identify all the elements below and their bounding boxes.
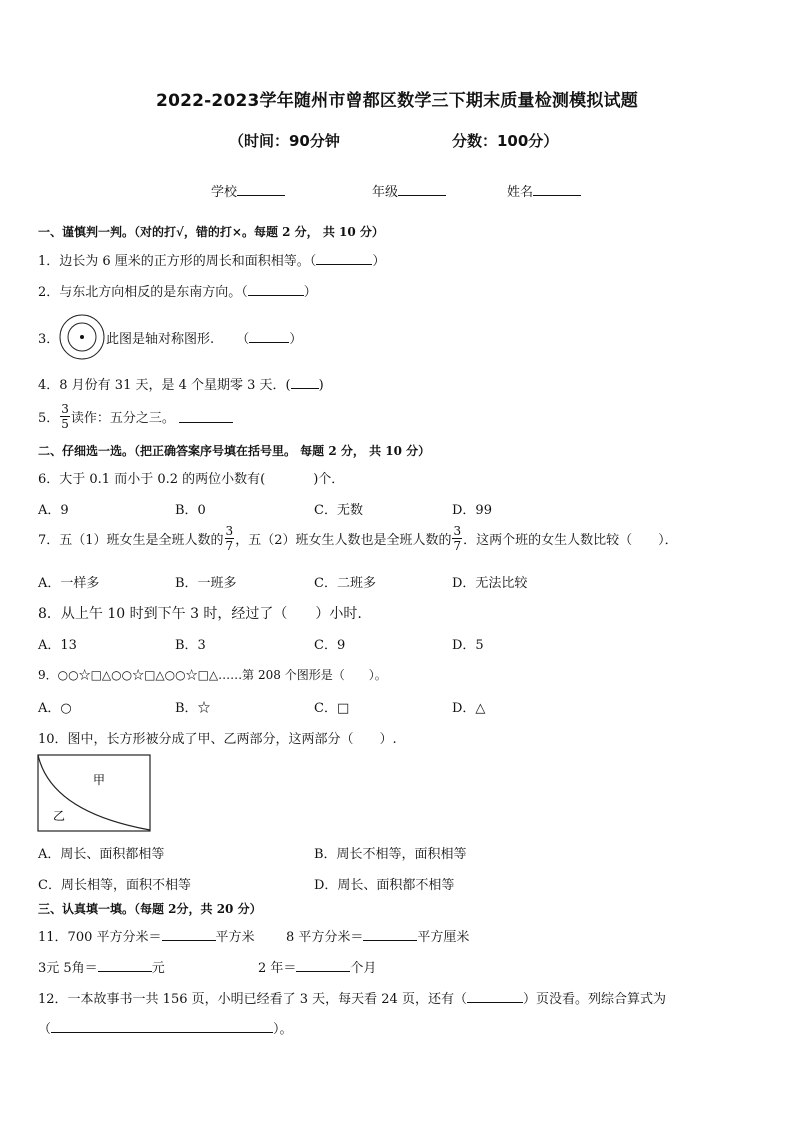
fraction-three-sevenths-2: [452, 524, 462, 553]
q8-option-c[interactable]: C．9: [314, 638, 346, 653]
answer-blank-11c[interactable]: [98, 959, 152, 972]
answer-blank-12-formula[interactable]: [51, 1020, 273, 1033]
section-3-heading: 三、认真填一填。（每题 2分，共 20 分）: [38, 902, 262, 916]
q12-paren-open: （: [38, 1022, 52, 1037]
school-blank[interactable]: [237, 183, 285, 196]
section-2-heading: 二、仔细选一选。（把正确答案序号填在括号里。 每题 2 分， 共 10 分）: [38, 444, 431, 458]
name-field[interactable]: [507, 181, 581, 200]
fraction-denominator: 7: [453, 539, 462, 553]
answer-blank-2[interactable]: [248, 283, 304, 296]
question-12-formula: [38, 1018, 293, 1037]
q11-b-unit: 平方厘米: [417, 930, 470, 945]
fraction-numerator: 3: [225, 524, 234, 538]
q12-paren-close: ）。: [273, 1022, 293, 1037]
grade-field[interactable]: [372, 181, 446, 200]
question-1: [38, 250, 385, 269]
q7-option-a[interactable]: A．一样多: [38, 576, 100, 591]
question-11-row-1: [38, 926, 255, 945]
question-2: [38, 281, 317, 300]
question-8: 8．从上午 10 时到下午 3 时，经过了（ ）小时.: [38, 606, 362, 622]
question-4: [38, 374, 324, 393]
q9-option-c[interactable]: C．□: [314, 701, 350, 716]
question-7-text-c: ．这两个班的女生人数比较（ ）．: [463, 533, 678, 548]
question-2-end: ）: [303, 285, 317, 300]
q6-option-a[interactable]: A．9: [38, 503, 69, 518]
q8-option-b[interactable]: B．3: [175, 638, 206, 653]
question-5-number: 5．: [38, 411, 60, 426]
q10-option-b[interactable]: B．周长不相等，面积相等: [314, 847, 467, 862]
question-2-text: 2．与东北方向相反的是东南方向。（: [38, 285, 248, 300]
q6-option-c[interactable]: C．无数: [314, 503, 363, 518]
question-6-text: 6．大于 0.1 而小于 0.2 的两位小数有(: [38, 472, 266, 487]
q11-c-text: 3元 5角＝: [38, 961, 98, 976]
question-3: [106, 328, 302, 347]
q11-b-text: 8 平方分米＝: [286, 930, 364, 945]
question-10: 10．图中，长方形被分成了甲、乙两部分，这两部分（ ）.: [38, 732, 397, 747]
question-5-text: 读作：五分之三。: [70, 411, 175, 426]
fraction-numerator: 3: [453, 524, 462, 538]
grade-label: 年级: [372, 185, 399, 200]
q10-option-c[interactable]: C．周长相等，面积不相等: [38, 878, 191, 893]
question-3-paren-close: ）: [289, 332, 303, 347]
question-7: [38, 524, 678, 553]
answer-blank-11b[interactable]: [363, 928, 417, 941]
question-3-paren-open: （: [236, 332, 250, 347]
page-title: 2022-2023学年随州市曾都区数学三下期末质量检测模拟试题: [156, 91, 638, 111]
q12-text-a: 12．一本故事书一共 156 页，小明已经看了 3 天，每天看 24 页，还有（: [38, 992, 467, 1007]
answer-blank-5[interactable]: [179, 410, 233, 423]
question-1-text: 1．边长为 6 厘米的正方形的周长和面积相等。（: [38, 254, 317, 269]
q9-option-a[interactable]: A．○: [38, 701, 72, 716]
answer-blank-11a[interactable]: [162, 928, 216, 941]
section-1-heading: 一、谨慎判一判。（对的打√，错的打×。每题 2 分， 共 10 分）: [38, 225, 384, 239]
question-4-text: 4．8 月份有 31 天，是 4 个星期零 3 天．(: [38, 378, 291, 393]
grade-blank[interactable]: [398, 183, 446, 196]
q8-option-d[interactable]: D．5: [452, 638, 484, 653]
school-field[interactable]: [211, 181, 285, 200]
q7-option-d[interactable]: D．无法比较: [452, 576, 528, 591]
name-label: 姓名: [507, 185, 534, 200]
answer-blank-3[interactable]: [249, 330, 289, 343]
answer-blank-1[interactable]: [316, 252, 372, 265]
question-5: [38, 402, 233, 431]
q7-option-b[interactable]: B．一班多: [175, 576, 237, 591]
q7-option-c[interactable]: C．二班多: [314, 576, 376, 591]
q11-a-unit: 平方米: [215, 930, 255, 945]
question-7-text-a: 7．五（1）班女生是全班人数的: [38, 533, 224, 548]
q11-d-text: 2 年＝: [258, 961, 297, 976]
question-4-end: ): [318, 378, 324, 393]
answer-blank-11d[interactable]: [296, 959, 350, 972]
fraction-denominator: 5: [61, 417, 69, 431]
question-11-part-d: [258, 957, 376, 976]
region-jia-label: 甲: [93, 773, 106, 787]
fraction-denominator: 7: [225, 539, 234, 553]
question-11-row-2: [38, 957, 165, 976]
answer-blank-4[interactable]: [291, 376, 319, 389]
rectangle-split-figure: [37, 754, 151, 832]
center-dot: [80, 335, 84, 339]
fraction-three-fifths: [60, 402, 70, 431]
q6-option-d[interactable]: D．99: [452, 503, 492, 518]
q12-text-b: ）页没看。列综合算式为: [522, 992, 666, 1007]
q11-d-unit: 个月: [350, 961, 377, 976]
question-1-end: ）: [372, 254, 386, 269]
q9-option-d[interactable]: D．△: [452, 701, 486, 716]
q6-option-b[interactable]: B．0: [175, 503, 206, 518]
q10-option-a[interactable]: A．周长、面积都相等: [38, 847, 165, 862]
q10-option-d[interactable]: D．周长、面积都不相等: [314, 878, 455, 893]
q11-c-unit: 元: [151, 961, 165, 976]
name-blank[interactable]: [533, 183, 581, 196]
q8-option-a[interactable]: A．13: [38, 638, 77, 653]
fraction-numerator: 3: [61, 402, 69, 416]
answer-blank-12[interactable]: [467, 990, 523, 1003]
concentric-circles-figure: [58, 313, 106, 361]
question-9: 9．○○☆□△○○☆□△○○☆□△……第 208 个图形是（ ）。: [38, 668, 387, 682]
exam-time: （时间：90分钟: [229, 132, 340, 150]
question-3-number: 3．: [38, 332, 60, 347]
question-6: [38, 468, 344, 487]
question-12: [38, 988, 666, 1007]
question-3-text: 此图是轴对称图形.: [106, 332, 215, 347]
region-yi-label: 乙: [53, 809, 66, 823]
question-7-text-b: ，五（2）班女生人数也是全班人数的: [235, 533, 452, 548]
exam-score: 分数：100分）: [452, 132, 559, 150]
q11-a-text: 11．700 平方分米＝: [38, 930, 162, 945]
fraction-three-sevenths-1: [225, 524, 235, 553]
question-11-part-b: [286, 926, 469, 945]
q9-option-b[interactable]: B．☆: [175, 701, 211, 716]
question-6-end: )个．: [313, 472, 345, 487]
school-label: 学校: [211, 185, 238, 200]
